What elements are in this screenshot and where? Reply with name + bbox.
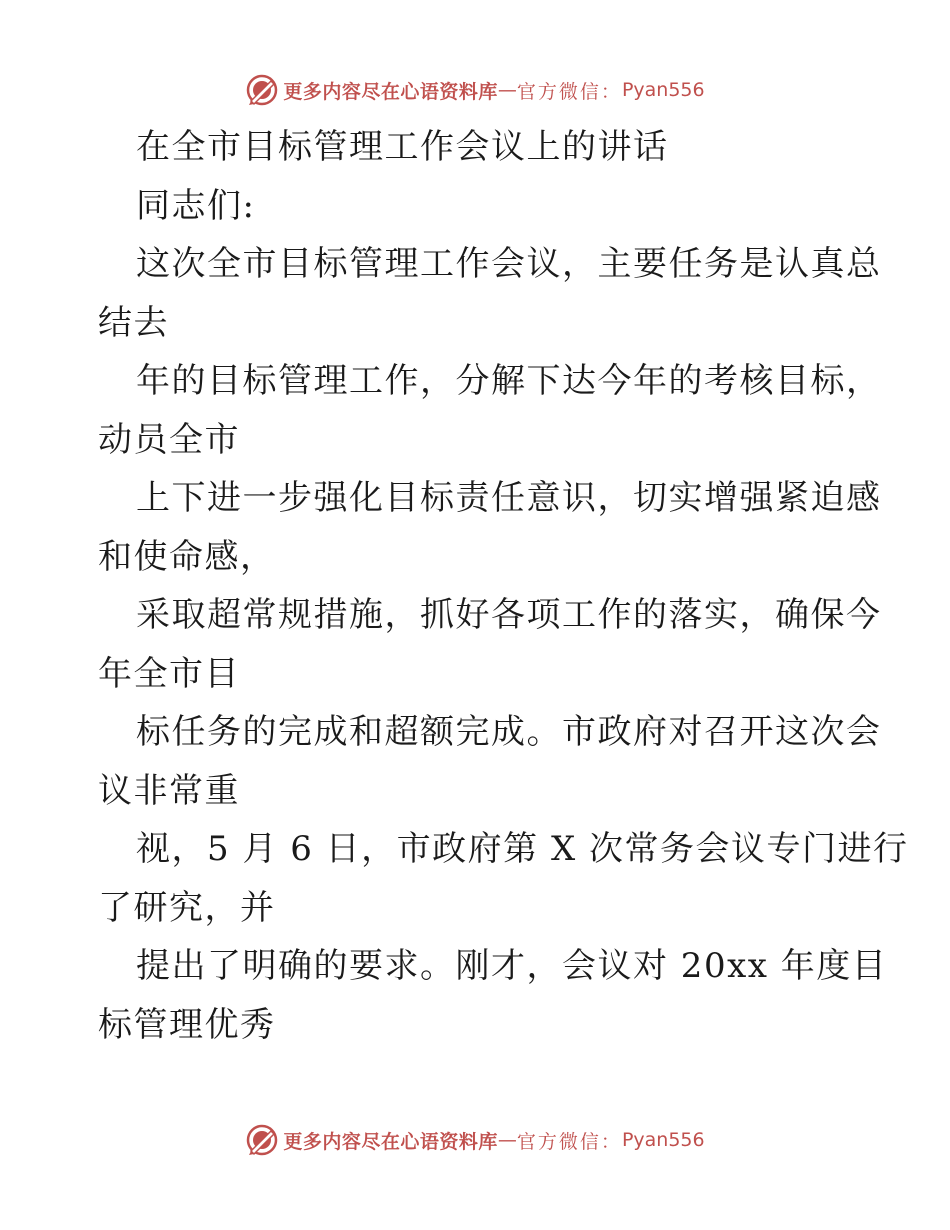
banner-wechat-label: 官方微信： — [516, 1130, 622, 1153]
banner-wechat-id: Pyan556 — [621, 79, 705, 101]
header-banner — [0, 70, 950, 110]
banner-slogan: 更多内容尽在心语资料库 — [283, 80, 498, 103]
banner-dash: — — [497, 1129, 517, 1151]
text-line: 结去 — [98, 302, 169, 343]
banner-dash: — — [497, 79, 517, 101]
text-line: 年的目标管理工作，分解下达今年的考核目标， — [136, 361, 882, 401]
text-line: 采取超常规措施，抓好各项工作的落实，确保今 — [136, 595, 882, 635]
document-title: 在全市目标管理工作会议上的讲话 — [136, 127, 669, 167]
text-line: 动员全市 — [98, 419, 240, 460]
pen-seal-icon — [245, 73, 279, 107]
footer-banner — [0, 1120, 950, 1160]
text-line: 和使命感， — [98, 536, 276, 577]
text-line: 标管理优秀 — [98, 1004, 276, 1045]
banner-wechat-label: 官方微信： — [516, 80, 622, 103]
banner-wechat-id: Pyan556 — [621, 1129, 705, 1151]
text-line: 议非常重 — [98, 770, 240, 811]
document-body — [98, 118, 909, 1054]
text-line: 标任务的完成和超额完成。市政府对召开这次会 — [136, 712, 882, 752]
pen-seal-icon — [245, 1123, 279, 1157]
text-line: 年全市目 — [98, 653, 240, 694]
banner-slogan: 更多内容尽在心语资料库 — [283, 1130, 498, 1153]
text-line: 这次全市目标管理工作会议，主要任务是认真总 — [136, 244, 882, 284]
salutation: 同志们: — [136, 185, 256, 226]
text-line: 提出了明确的要求。刚才，会议对 20xx 年度目 — [136, 946, 888, 986]
text-line: 视，5 月 6 日，市政府第 X 次常务会议专门进行 — [136, 829, 909, 869]
text-line: 了研究，并 — [98, 887, 276, 928]
text-line: 上下进一步强化目标责任意识，切实增强紧迫感 — [136, 478, 882, 518]
